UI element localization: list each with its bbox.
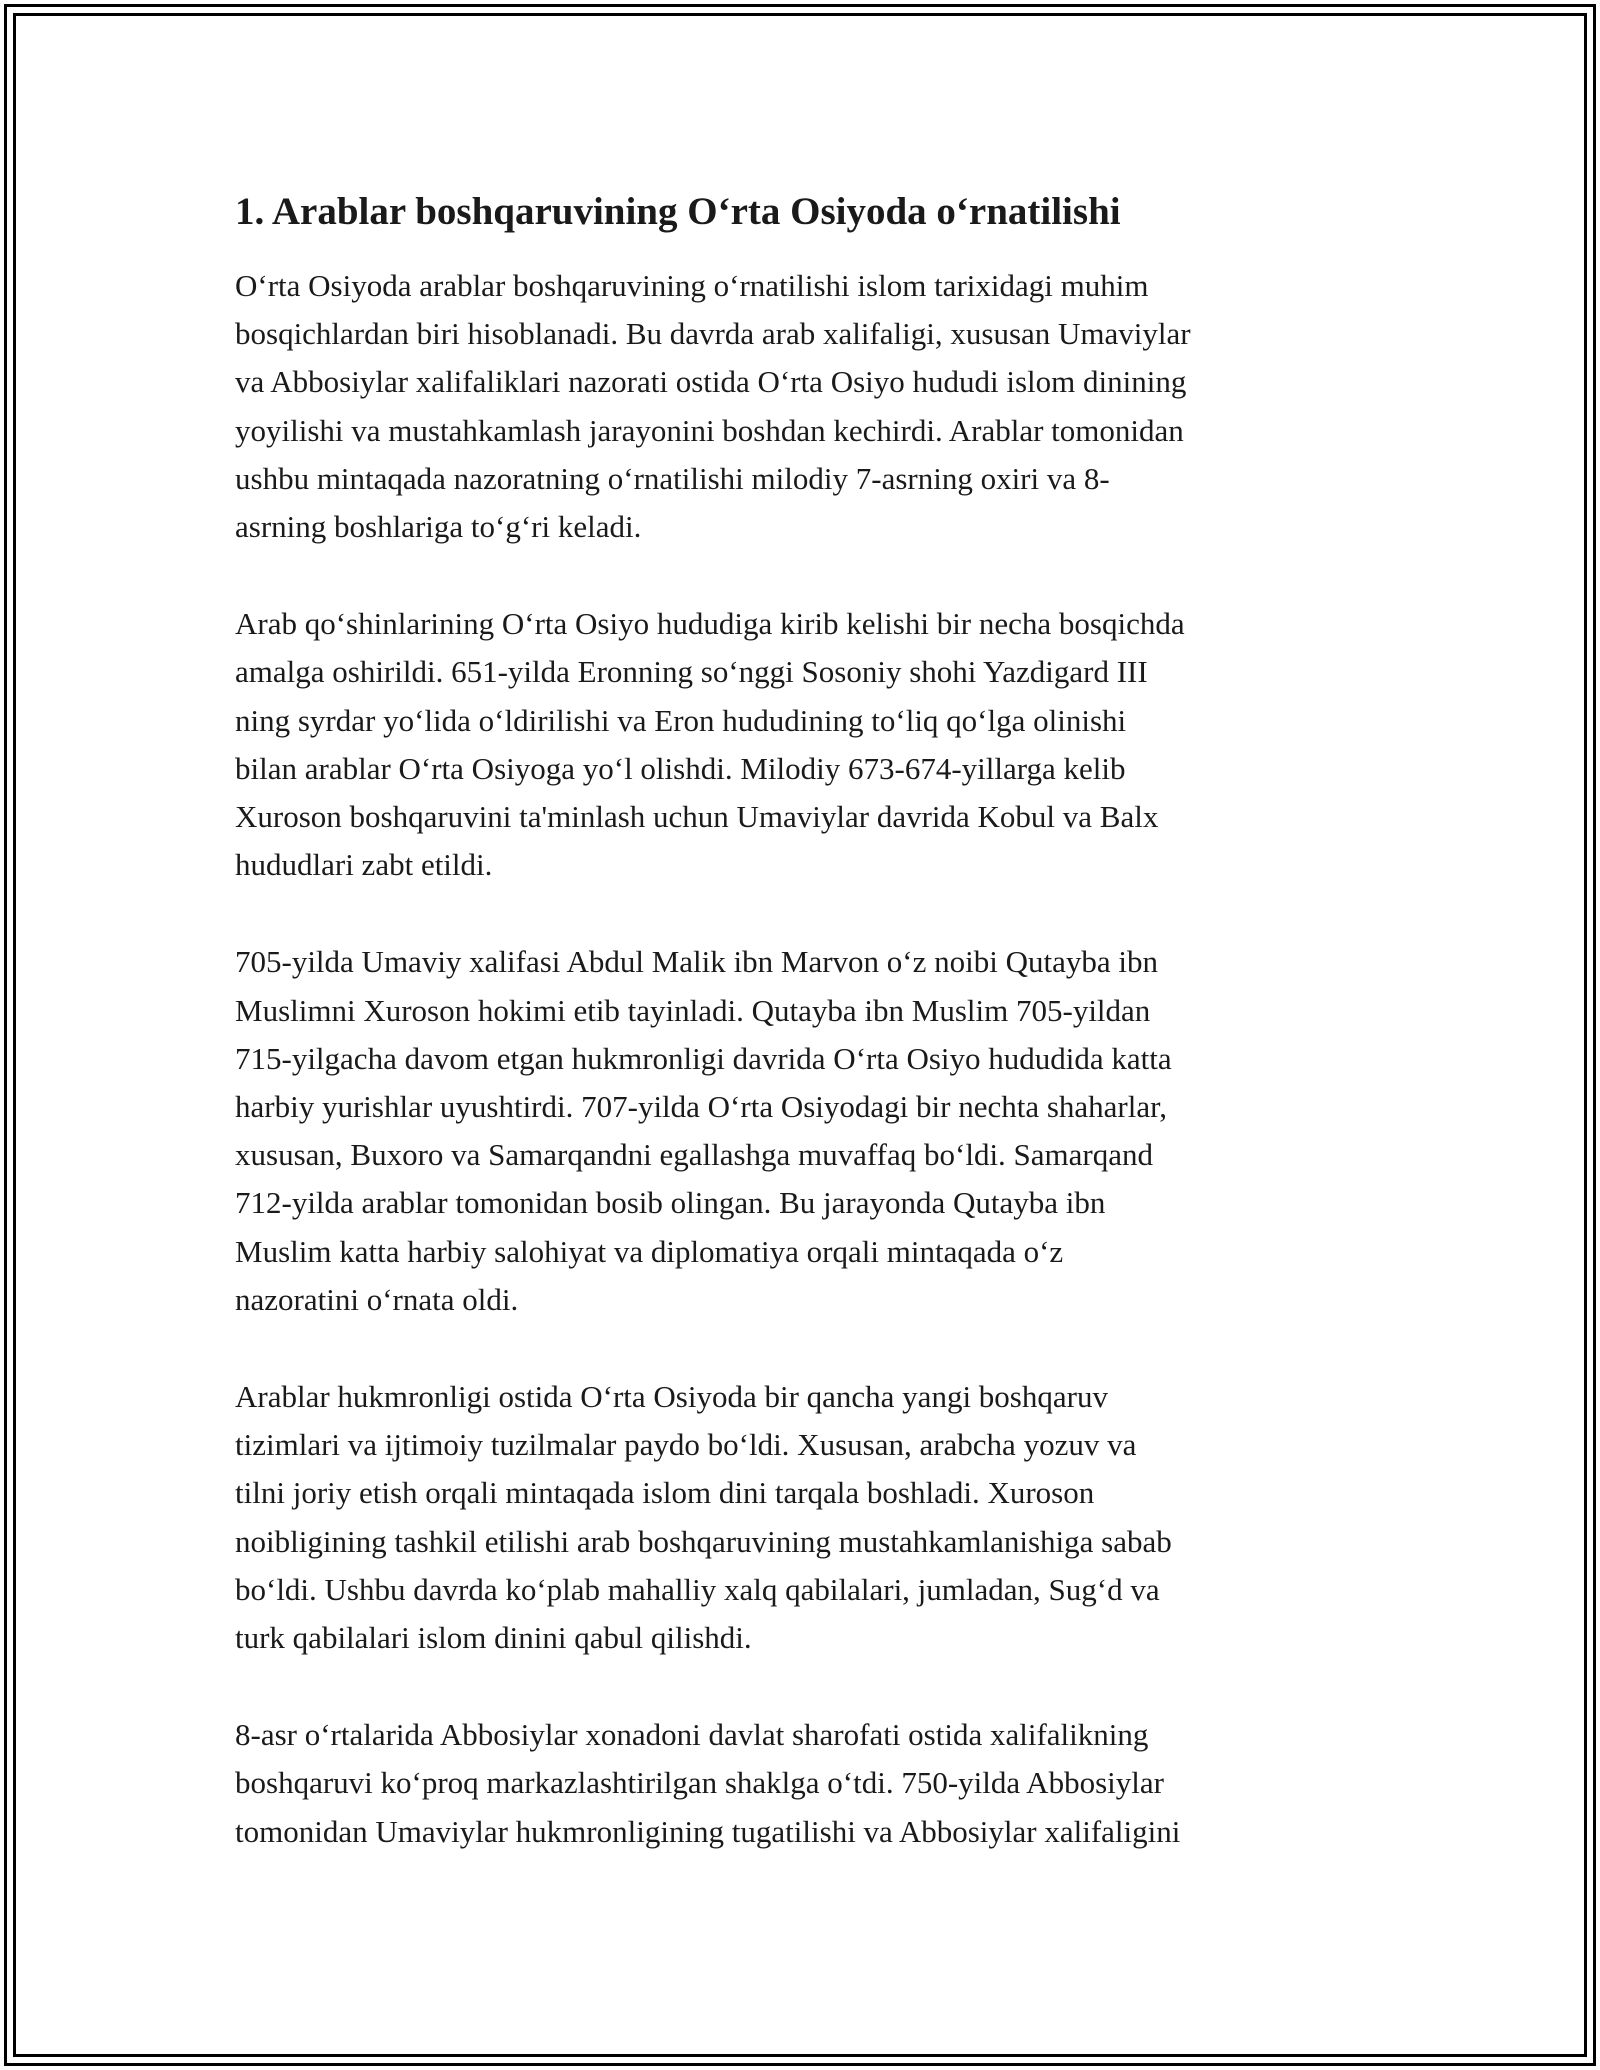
paragraph-line: O‘rta Osiyoda arablar boshqaruvining o‘rnatilishi islom tarixidagi muhim — [235, 268, 1149, 303]
paragraph-line: hududlari zabt etildi. — [235, 847, 493, 883]
paragraph-line: 705-yilda Umaviy xalifasi Abdul Malik ibn Marvon o‘z noibi Qutayba ibn — [235, 944, 1158, 980]
paragraph-line: ning syrdar yo‘lida o‘ldirilishi va Eron hududining to‘liq qo‘lga olinishi — [235, 702, 1127, 738]
paragraph-line: Arablar hukmronligi ostida O‘rta Osiyoda bir qancha yangi boshqaruv — [235, 1379, 1108, 1415]
paragraph-line: bo‘ldi. Ushbu davrda ko‘plab mahalliy xalq qabilalari, jumladan, Sug‘d va — [235, 1571, 1160, 1607]
paragraph — [235, 938, 1375, 1324]
paragraph-line: tizimlari va ijtimoiy tuzilmalar paydo bo‘ldi. Xususan, arabcha yozuv va — [235, 1427, 1137, 1463]
paragraph-line: Muslim katta harbiy salohiyat va diplomatiya orqali mintaqada o‘z — [235, 1233, 1064, 1269]
paragraph-line: tomonidan Umaviylar hukmronligining tugatilishi va Abbosiylar xalifaligini — [235, 1813, 1181, 1849]
paragraph-line: turk qabilalari islom dinini qabul qilishdi. — [235, 1620, 752, 1656]
section-heading: 1. Arablar boshqaruvining O‘rta Osiyoda o‘rnatilishi — [235, 190, 1121, 233]
paragraph-line: tilni joriy etish orqali mintaqada islom dini tarqala boshladi. Xuroson — [235, 1475, 1095, 1511]
paragraph — [235, 600, 1375, 889]
paragraph-line: harbiy yurishlar uyushtirdi. 707-yilda O‘rta Osiyodagi bir nechta shaharlar, — [235, 1089, 1167, 1125]
document-body — [235, 182, 1375, 1905]
paragraph-line: 715-yilgacha davom etgan hukmronligi davrida O‘rta Osiyo hududida katta — [235, 1040, 1172, 1076]
paragraph-line: amalga oshirildi. 651-yilda Eronning so‘nggi Sosoniy shohi Yazdigard III — [235, 654, 1148, 690]
paragraph-line: 712-yilda arablar tomonidan bosib olingan. Bu jarayonda Qutayba ibn — [235, 1185, 1106, 1221]
paragraph-line: noibligining tashkil etilishi arab boshqaruvining mustahkamlanishiga sabab — [235, 1523, 1172, 1559]
paragraph-line: boshqaruvi ko‘proq markazlashtirilgan shaklga o‘tdi. 750-yilda Abbosiylar — [235, 1765, 1164, 1801]
paragraph-line: yoyilishi va mustahkamlash jarayonini boshdan kechirdi. Arablar tomonidan — [235, 412, 1184, 448]
paragraph — [235, 1711, 1375, 1856]
paragraph — [235, 1373, 1375, 1662]
paragraph-line: Xuroson boshqaruvini ta'minlash uchun Umaviylar davrida Kobul va Balx — [235, 799, 1159, 835]
paragraph — [235, 262, 1375, 551]
paragraph-line: asrning boshlariga to‘g‘ri keladi. — [235, 509, 642, 545]
paragraph-line: Arab qo‘shinlarining O‘rta Osiyo hududiga kirib kelishi bir necha bosqichda — [235, 606, 1185, 642]
paragraph-line: bosqichlardan biri hisoblanadi. Bu davrda arab xalifaligi, xususan Umaviylar — [235, 316, 1191, 352]
paragraph-line: nazoratini o‘rnata oldi. — [235, 1281, 519, 1317]
paragraph-line: Muslimni Xuroson hokimi etib tayinladi. Qutayba ibn Muslim 705-yildan — [235, 992, 1151, 1028]
paragraph-line: va Abbosiylar xalifaliklari nazorati ostida O‘rta Osiyo hududi islom dinining — [235, 364, 1187, 400]
paragraph-line: bilan arablar O‘rta Osiyoga yo‘l olishdi. Milodiy 673-674-yillarga kelib — [235, 750, 1126, 786]
paragraph-line: ushbu mintaqada nazoratning o‘rnatilishi milodiy 7-asrning oxiri va 8- — [235, 460, 1110, 496]
paragraph-list — [235, 262, 1375, 1856]
paragraph-line: 8-asr o‘rtalarida Abbosiylar xonadoni davlat sharofati ostida xalifalikning — [235, 1717, 1149, 1753]
paragraph-line: xususan, Buxoro va Samarqandni egallashga muvaffaq bo‘ldi. Samarqand — [235, 1137, 1154, 1173]
